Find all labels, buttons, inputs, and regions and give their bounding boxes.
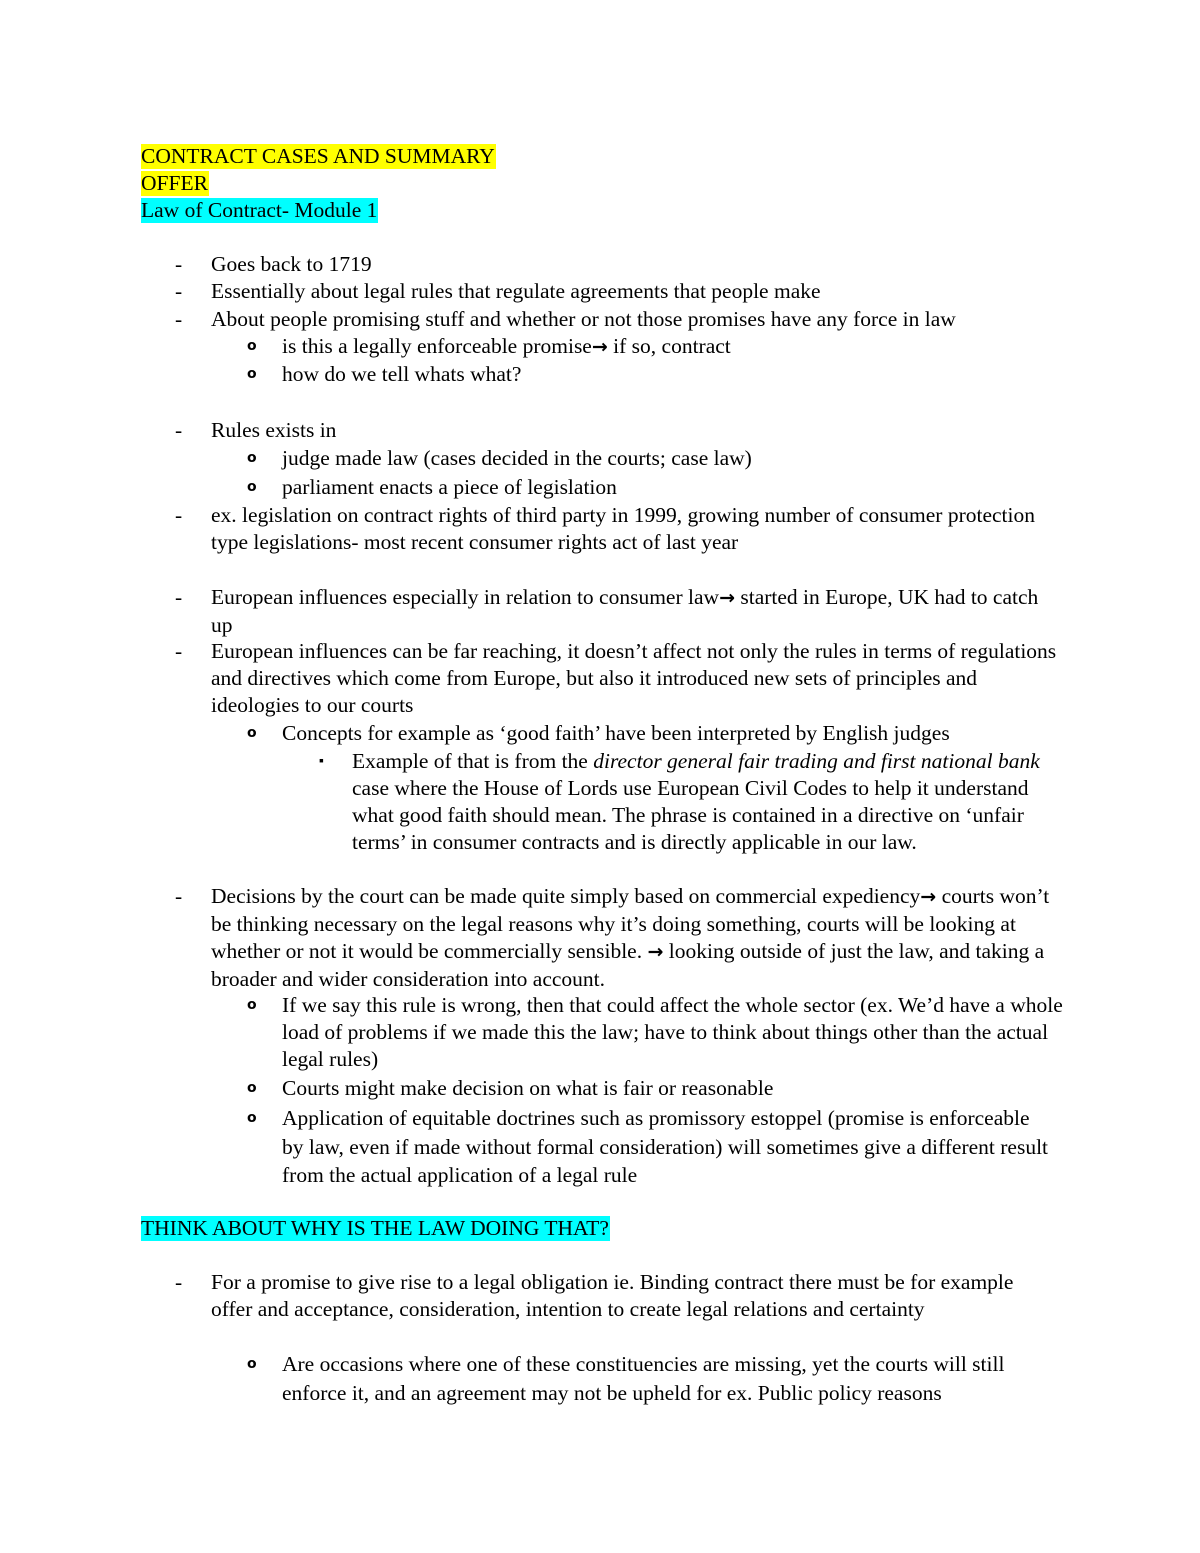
dash-bullet: -	[175, 585, 183, 609]
circle-bullet: o	[247, 479, 257, 495]
list-item: - European influences can be far reaching, it doesn’t affect not only the rules in terms of regulations and directives which come from Europe, but also it introduced new sets of principles and ideologies to our courts	[175, 639, 1057, 717]
module-heading: Law of Contract- Module 1	[141, 198, 378, 222]
list-item: - For a promise to give rise to a legal obligation ie. Binding contract there must be for example offer and acceptance, consideration, intention to create legal relations and certainty	[175, 1270, 1014, 1321]
dash-bullet: -	[175, 418, 183, 442]
list-item: - Rules exists in	[175, 418, 337, 442]
dash-bullet: -	[175, 279, 183, 303]
list-item: o Application of equitable doctrines such as promissory estoppel (promise is enforceable by law, even if made without formal consideration) will sometimes give a different result from the actual application of a legal rule	[247, 1106, 1049, 1187]
circle-bullet: o	[247, 725, 257, 741]
circle-bullet: o	[247, 1356, 257, 1372]
list-item: - Goes back to 1719	[175, 252, 372, 276]
list-item: ▪ Example of that is from the director general fair trading and first national bank case where the House of Lords use European Civil Codes to help it understand what good faith should mean. The phrase is contained in a directive on ‘unfair terms’ in consumer contracts and is directly applicable in our law.	[319, 749, 1040, 854]
dash-bullet: -	[175, 1270, 183, 1294]
dash-bullet: -	[175, 252, 183, 276]
list-item: o how do we tell whats what?	[247, 362, 522, 386]
circle-bullet: o	[247, 366, 257, 382]
title-heading: CONTRACT CASES AND SUMMARY	[141, 144, 495, 168]
arrow-icon: →	[591, 336, 608, 358]
list-item: o Concepts for example as ‘good faith’ have been interpreted by English judges	[247, 721, 950, 745]
list-item: o Are occasions where one of these constituencies are missing, yet the courts will still enforce it, and an agreement may not be upheld for ex. Public policy reasons	[247, 1352, 1005, 1405]
dash-bullet: -	[175, 503, 183, 527]
arrow-icon: →	[647, 941, 664, 963]
list-item: o is this a legally enforceable promise→ if so, contract	[247, 334, 731, 358]
dash-bullet: -	[175, 307, 183, 331]
case-name: director general fair trading and first national bank	[593, 749, 1040, 773]
list-item: o If we say this rule is wrong, then that could affect the whole sector (ex. We’d have a whole load of problems if we made this the law; have to think about things other than the actual legal rules)	[247, 993, 1063, 1071]
list-item: - Essentially about legal rules that regulate agreements that people make	[175, 279, 821, 303]
circle-bullet: o	[247, 338, 257, 354]
dash-bullet: -	[175, 639, 183, 663]
square-bullet: ▪	[319, 754, 324, 769]
list-item: o parliament enacts a piece of legislation	[247, 475, 617, 499]
circle-bullet: o	[247, 1110, 257, 1126]
list-item: - European influences especially in relation to consumer law→ started in Europe, UK had to catch up	[175, 585, 1039, 637]
think-heading: THINK ABOUT WHY IS THE LAW DOING THAT?	[141, 1216, 609, 1240]
circle-bullet: o	[247, 450, 257, 466]
list-item: - ex. legislation on contract rights of third party in 1999, growing number of consumer protection type legislations- most recent consumer rights act of last year	[175, 503, 1035, 554]
list-item: - Decisions by the court can be made quite simply based on commercial expediency→ courts won’t be thinking necessary on the legal reasons why it’s doing something, courts will be looking at whether or not it would be commercially sensible. → looking outside of just the law, and taking a broader and wider consideration into account.	[175, 884, 1050, 991]
dash-bullet: -	[175, 884, 183, 908]
offer-heading: OFFER	[141, 171, 208, 195]
list-item: o judge made law (cases decided in the courts; case law)	[247, 446, 752, 470]
circle-bullet: o	[247, 997, 257, 1013]
arrow-icon: →	[719, 587, 735, 609]
circle-bullet: o	[247, 1080, 257, 1096]
list-item: - About people promising stuff and whether or not those promises have any force in law	[175, 307, 956, 331]
arrow-icon: →	[920, 886, 937, 908]
list-item: o Courts might make decision on what is fair or reasonable	[247, 1076, 774, 1100]
